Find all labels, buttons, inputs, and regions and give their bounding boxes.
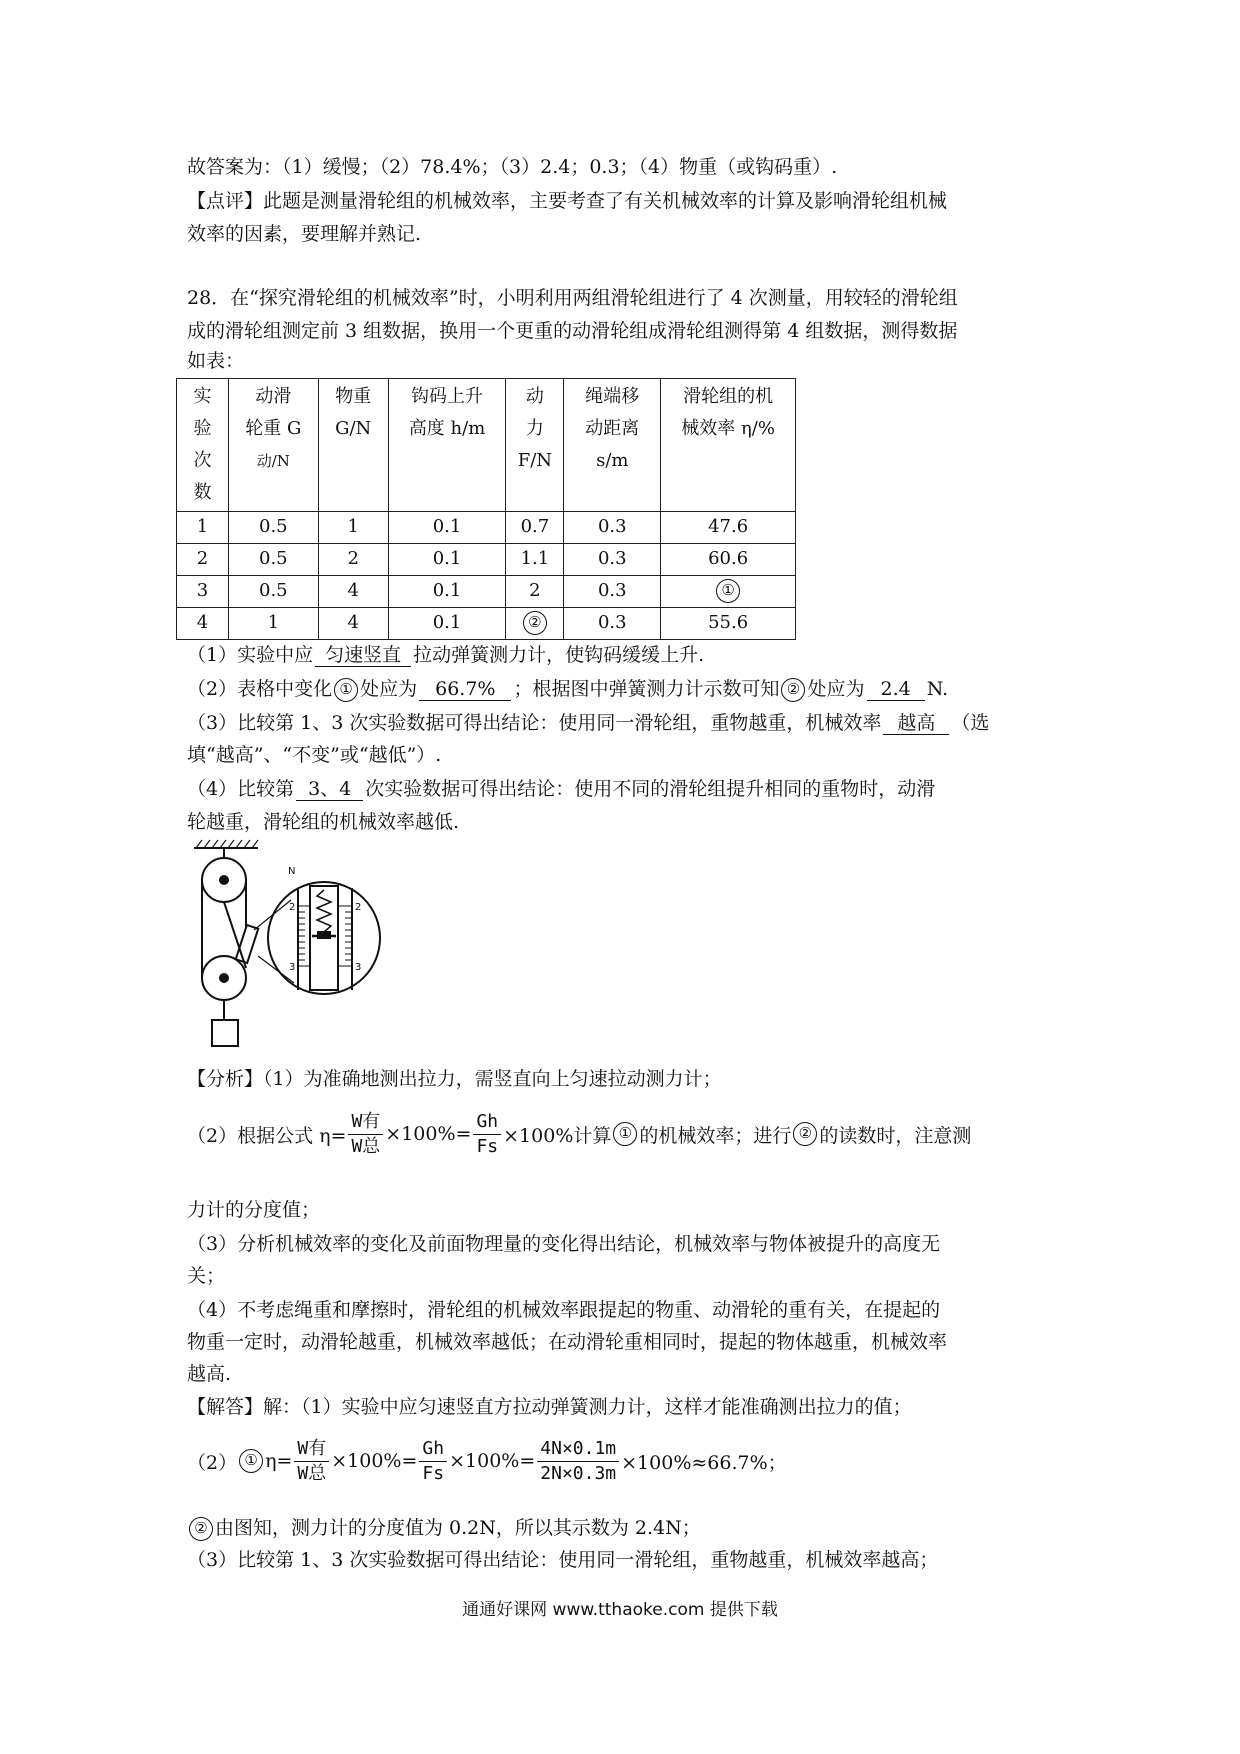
weight-block [212, 1020, 238, 1046]
analysis-4: （4）不考虑绳重和摩擦时，滑轮组的机械效率跟提起的物重、动滑轮的重有关，在提起的 [187, 1299, 941, 1321]
answer-blank: 3、4 [296, 778, 363, 801]
table-cell: 0.1 [388, 576, 506, 608]
header-cell: 动 力 F/N [506, 379, 564, 512]
page-footer: 通通好课网 www.tthaoke.com 提供下载 [462, 1600, 778, 1620]
scale-tick-label: 2 [355, 902, 362, 913]
solution-formula: （2） ① η= $\frac{\text{W有}}{\text{W总}}$ ×100%= $\frac{Gh}{Fs}$ ×100%= $\frac{4N\times 0.1m}{2N\times 0.3m}$ ×100%≈66.7%； [187, 1437, 787, 1484]
header-cell: 动滑 轮重 G 动/N [228, 379, 318, 512]
table-row [177, 608, 796, 640]
analysis-4-cont2: 越高. [187, 1363, 232, 1385]
part-4-cont: 轮越重，滑轮组的机械效率越低. [187, 811, 460, 833]
analysis-2-cont: 力计的分度值； [187, 1199, 321, 1221]
table-row [177, 544, 796, 576]
table-cell: 4 [318, 576, 388, 608]
table-cell: 3 [177, 576, 229, 608]
solution-3: ② 由图知，测力计的分度值为 0.2N，所以其示数为 2.4N； [187, 1513, 701, 1543]
table-cell: 2 [177, 544, 229, 576]
question-stem-1: 28．在“探究滑轮组的机械效率”时，小明利用两组滑轮组进行了 4 次测量，用较轻的滑轮组 [187, 287, 958, 309]
part-4: （4）比较第 3、4 次实验数据可得出结论：使用不同的滑轮组提升相同的重物时，动滑 [187, 778, 936, 800]
scale-tick-label: 3 [355, 962, 362, 973]
scale-tick-label: 2 [289, 902, 296, 913]
answer-blank: 越高 [883, 712, 949, 735]
analysis-4-cont: 物重一定时，动滑轮越重，机械效率越低；在动滑轮重相同时，提起的物体越重，机械效率 [187, 1331, 948, 1353]
table-cell: 1 [228, 608, 318, 640]
table-cell: 0.1 [388, 512, 506, 544]
part-1: （1）实验中应 匀速竖直 拉动弹簧测力计，使钩码缓缓上升. [187, 644, 705, 666]
table-cell: 4 [177, 608, 229, 640]
table-cell: 55.6 [661, 608, 796, 640]
scale-unit-label: N [288, 866, 296, 877]
comment-line-2: 效率的因素，要理解并熟记. [187, 223, 422, 245]
table-row [177, 576, 796, 608]
answer-blank: 匀速竖直 [315, 644, 411, 667]
table-cell: 0.5 [228, 576, 318, 608]
table-cell [506, 608, 564, 640]
analysis-1: 【分析】（1）为准确地测出拉力，需竖直向上匀速拉动测力计； [187, 1068, 722, 1090]
scale-tick-label: 3 [289, 962, 296, 973]
header-cell: 物重 G/N [318, 379, 388, 512]
solution-1: 【解答】解：（1）实验中应匀速竖直方拉动弹簧测力计，这样才能准确测出拉力的值； [187, 1396, 912, 1418]
question-stem-2: 成的滑轮组测定前 3 组数据，换用一个更重的动滑轮组成滑轮组测得第 4 组数据，测得数据 [187, 320, 958, 342]
fraction-w: $\frac{\text{W有}}{\text{W总}}$ [294, 1437, 329, 1486]
table-cell: 1 [318, 512, 388, 544]
circled-1-mark: ① [716, 579, 740, 603]
table-cell: 0.5 [228, 544, 318, 576]
analysis-formula: （2）根据公式 η= $\frac{\text{W有}}{\text{W总}}$ ×100%= $\frac{Gh}{Fs}$ ×100%计算 ① 的机械效率；进行 ② 的读数时，注意测 [187, 1110, 972, 1157]
table-header-row [177, 379, 796, 512]
question-stem-3: 如表： [187, 350, 245, 372]
table-cell: 0.5 [228, 512, 318, 544]
part-2: （2）表格中变化 ① 处应为 66.7% ；根据图中弹簧测力计示数可知 ② 处应为 2.4 N. [187, 678, 949, 700]
part-3-cont: 填“越高”、“不变”或“越低”）. [187, 744, 442, 766]
table-cell: 1.1 [506, 544, 564, 576]
data-table [176, 378, 796, 640]
table-cell [661, 576, 796, 608]
fraction-w: $\frac{\text{W有}}{\text{W总}}$ [348, 1110, 383, 1159]
header-cell: 滑轮组的机 械效率 η/% [661, 379, 796, 512]
pulley-figure [186, 838, 386, 1060]
table-cell: 0.1 [388, 544, 506, 576]
table-cell: 47.6 [661, 512, 796, 544]
answer-blank: 2.4 [867, 678, 925, 701]
solution-4: （3）比较第 1、3 次实验数据可得出结论：使用同一滑轮组，重物越重，机械效率越高； [187, 1549, 939, 1571]
table-row [177, 512, 796, 544]
table-cell: 1 [177, 512, 229, 544]
answer-line: 故答案为：（1）缓慢；（2）78.4%；（3）2.4；0.3；（4）物重（或钩码重）. [187, 156, 838, 178]
comment-line-1: 【点评】此题是测量滑轮组的机械效率，主要考查了有关机械效率的计算及影响滑轮组机械 [187, 190, 948, 212]
table-cell: 2 [506, 576, 564, 608]
fraction-values: $\frac{4N\times 0.1m}{2N\times 0.3m}$ [537, 1437, 619, 1486]
answer-blank: 66.7% [419, 678, 511, 701]
table-cell: 0.3 [564, 512, 661, 544]
table-cell: 2 [318, 544, 388, 576]
table-cell: 60.6 [661, 544, 796, 576]
header-cell: 钩码上升 高度 h/m [388, 379, 506, 512]
table-cell: 4 [318, 608, 388, 640]
analysis-3-cont: 关； [187, 1265, 226, 1287]
header-cell: 实 验 次 数 [177, 379, 229, 512]
fraction-gh-fs: $\frac{Gh}{Fs}$ [473, 1110, 501, 1159]
part-3: （3）比较第 1、3 次实验数据可得出结论：使用同一滑轮组，重物越重，机械效率 越高 （选 [187, 712, 990, 734]
table-cell: 0.3 [564, 576, 661, 608]
spring-scale [236, 925, 259, 963]
fraction-gh-fs: $\frac{Gh}{Fs}$ [419, 1437, 447, 1486]
table-cell: 0.3 [564, 608, 661, 640]
analysis-3: （3）分析机械效率的变化及前面物理量的变化得出结论，机械效率与物体被提升的高度无 [187, 1233, 941, 1255]
table-cell: 0.7 [506, 512, 564, 544]
table-cell: 0.3 [564, 544, 661, 576]
table-cell: 0.1 [388, 608, 506, 640]
circled-2-mark: ② [523, 611, 547, 635]
header-cell: 绳端移 动距离 s/m [564, 379, 661, 512]
